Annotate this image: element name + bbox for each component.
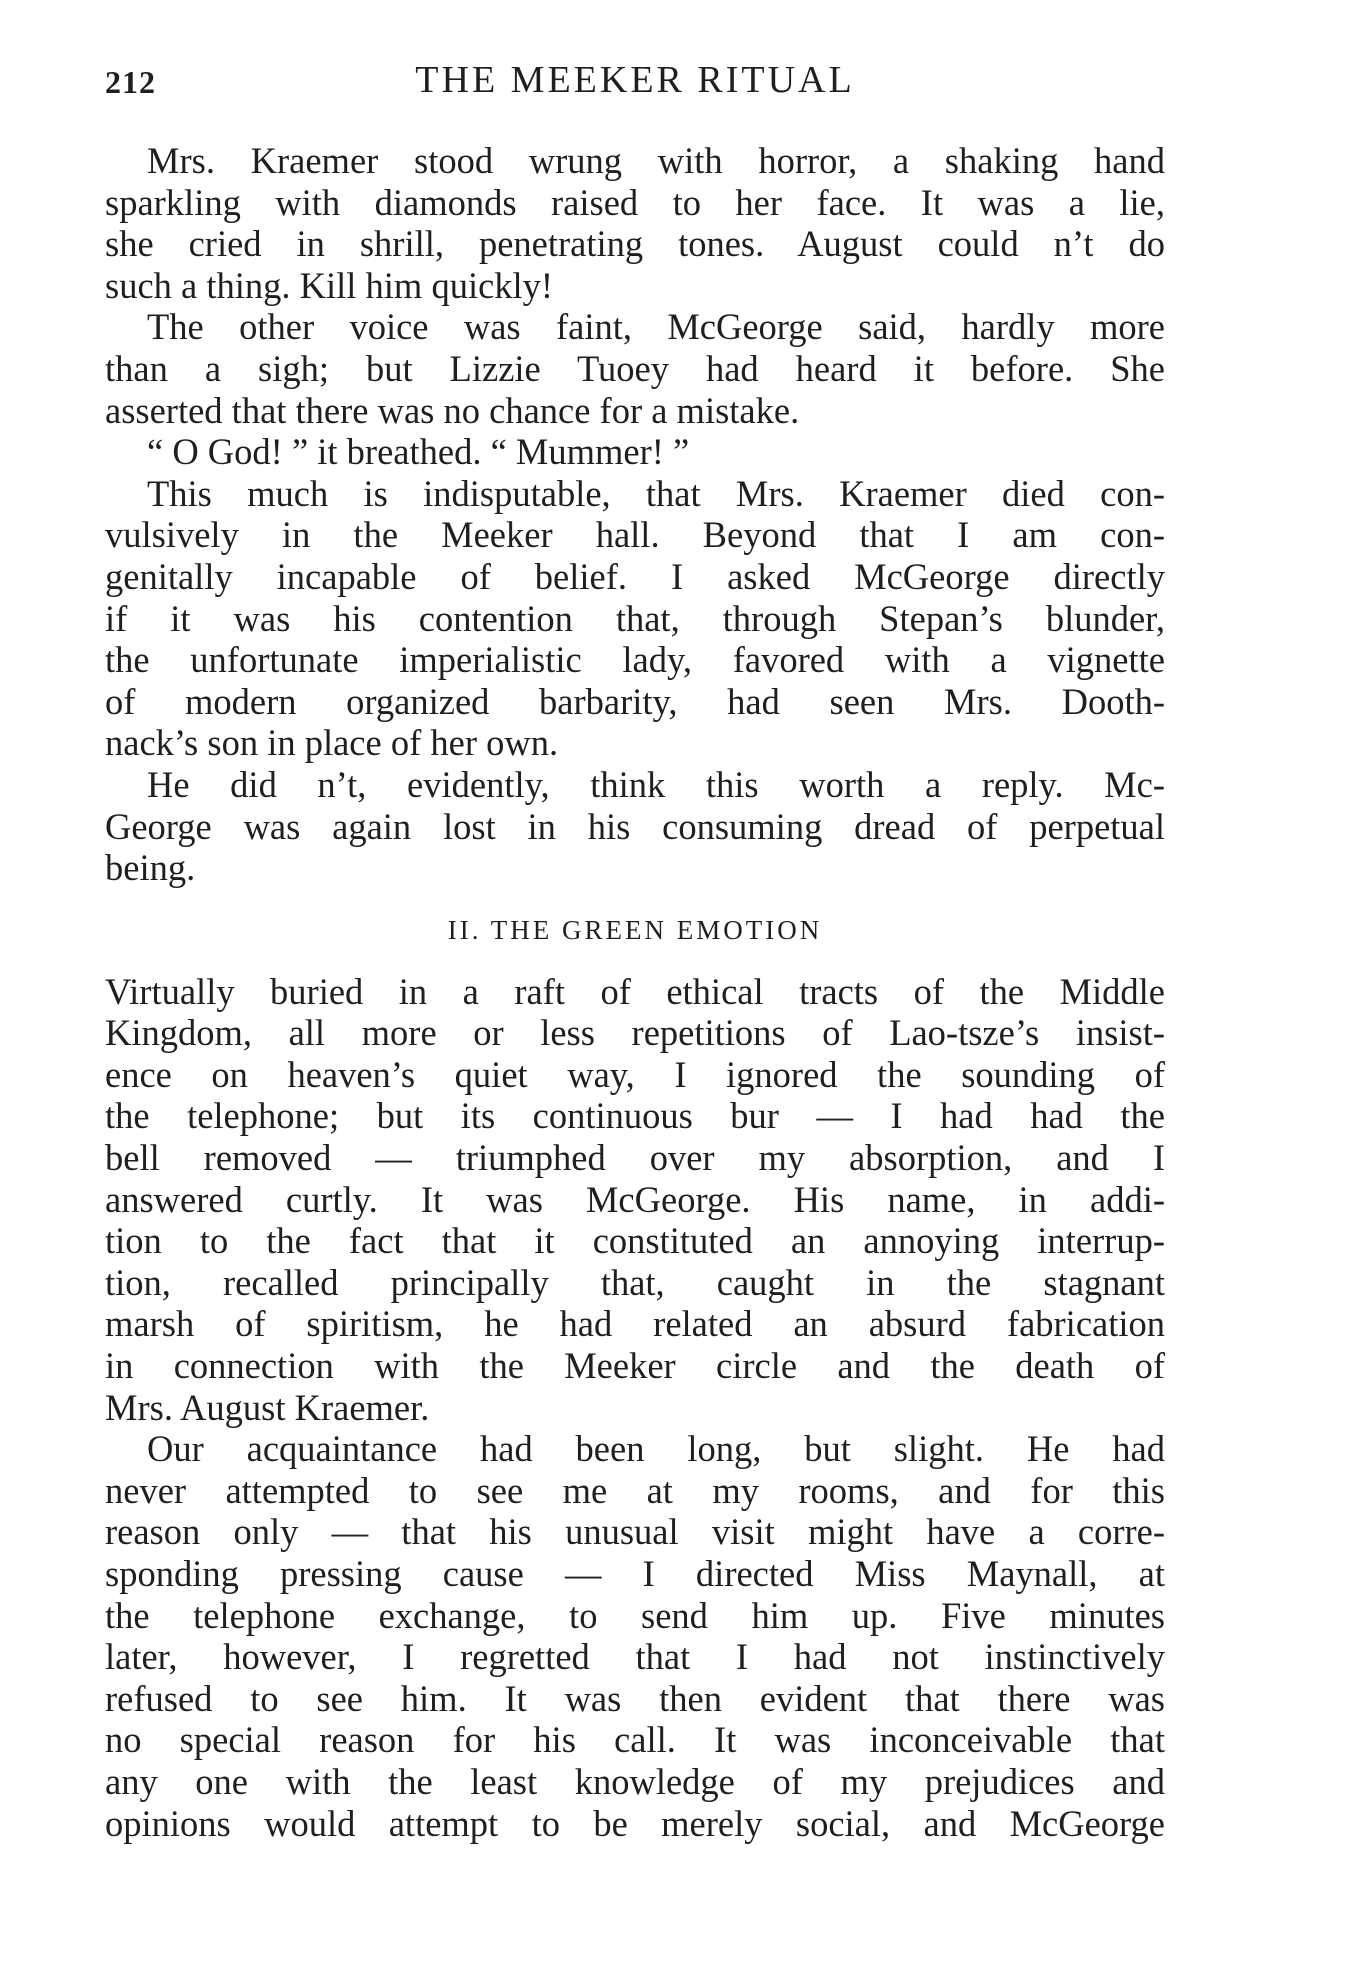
text-line: sparkling with diamonds raised to her face. It was a lie, — [105, 181, 1165, 223]
text-line: Virtually buried in a raft of ethical tracts of the Middle — [105, 970, 1165, 1012]
text-line: vulsively in the Meeker hall. Beyond that I am con- — [105, 514, 1165, 556]
text-line: being. — [105, 847, 196, 889]
text-line: genitally incapable of belief. I asked McGeorge directly — [105, 555, 1165, 597]
text-line: refused to see him. It was then evident that there was — [105, 1677, 1165, 1719]
text-line: in connection with the Meeker circle and the death of — [105, 1345, 1165, 1387]
text-line: asserted that there was no chance for a mistake. — [105, 389, 800, 431]
text-line: Kingdom, all more or less repetitions of Lao-tsze’s insist- — [105, 1012, 1165, 1054]
text-line: the unfortunate imperialistic lady, favored with a vignette — [105, 639, 1165, 681]
text-line: later, however, I regretted that I had not instinctively — [105, 1636, 1165, 1678]
text-line: answered curtly. It was McGeorge. His name, in addi- — [105, 1178, 1165, 1220]
text-line: than a sigh; but Lizzie Tuoey had heard it before. She — [105, 347, 1165, 389]
text-part-2 — [105, 971, 1165, 1844]
text-line: nack’s son in place of her own. — [105, 722, 559, 764]
text-line: Our acquaintance had been long, but slight. He had — [147, 1428, 1165, 1470]
text-line: she cried in shrill, penetrating tones. August could n’t do — [105, 223, 1165, 265]
text-line: tion, recalled principally that, caught in the stagnant — [105, 1261, 1165, 1303]
text-line: never attempted to see me at my rooms, and for this — [105, 1469, 1165, 1511]
body-text — [105, 140, 1165, 1844]
text-line: He did n’t, evidently, think this worth a reply. Mc- — [147, 763, 1165, 805]
text-line: the telephone; but its continuous bur — I had had the — [105, 1095, 1165, 1137]
text-line: opinions would attempt to be merely social, and McGeorge — [105, 1802, 1165, 1844]
text-line: marsh of spiritism, he had related an absurd fabrication — [105, 1303, 1165, 1345]
text-line: Mrs. Kraemer stood wrung with horror, a shaking hand — [147, 140, 1165, 181]
text-line: George was again lost in his consuming dread of perpetual — [105, 805, 1165, 847]
text-line: This much is indisputable, that Mrs. Kraemer died con- — [147, 472, 1165, 514]
section-heading: II. THE GREEN EMOTION — [447, 914, 823, 945]
text-line: of modern organized barbarity, had seen Mrs. Dooth- — [105, 680, 1165, 722]
text-line: reason only — that his unusual visit might have a corre- — [105, 1511, 1165, 1553]
text-line: ence on heaven’s quiet way, I ignored the sounding of — [105, 1053, 1165, 1095]
text-line: “ O God! ” it breathed. “ Mummer! ” — [147, 431, 690, 473]
page-header — [105, 58, 1165, 110]
text-line: bell removed — triumphed over my absorption, and I — [105, 1137, 1165, 1179]
text-line: if it was his contention that, through Stepan’s blunder, — [105, 597, 1165, 639]
text-line: The other voice was faint, McGeorge said, hardly more — [147, 306, 1165, 348]
text-line: the telephone exchange, to send him up. Five minutes — [105, 1594, 1165, 1636]
text-line: tion to the fact that it constituted an annoying interrup- — [105, 1220, 1165, 1262]
text-line: sponding pressing cause — I directed Miss Maynall, at — [105, 1553, 1165, 1594]
text-line: such a thing. Kill him quickly! — [105, 264, 554, 306]
text-line: any one with the least knowledge of my prejudices and — [105, 1760, 1165, 1802]
text-line: Mrs. August Kraemer. — [105, 1386, 430, 1428]
text-part-1 — [105, 140, 1165, 889]
text-line: no special reason for his call. It was inconceivable that — [105, 1719, 1165, 1761]
page-number: 212 — [105, 64, 156, 100]
running-title: THE MEEKER RITUAL — [415, 59, 855, 101]
